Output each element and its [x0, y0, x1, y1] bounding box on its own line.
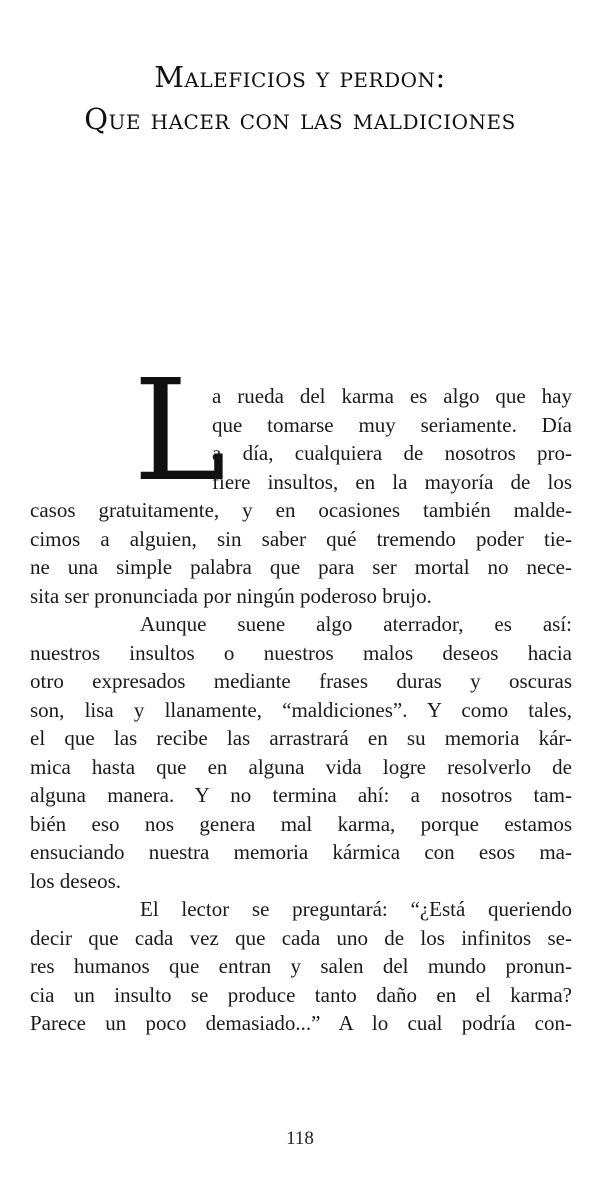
chapter-title-line-2: Que hacer con las maldiciones — [84, 102, 516, 136]
chapter-title-line-1: Maleficios y perdon: — [154, 60, 446, 94]
text-line: ensuciando nuestra memoria kármica con esos ma- — [30, 840, 572, 864]
text-line: nuestros insultos o nuestros malos deseos hacia — [30, 640, 572, 665]
text-line: alguna manera. Y no termina ahí: a nosotros tam- — [30, 783, 572, 807]
text-line: ne una simple palabra que para ser mortal no nece- — [30, 555, 572, 579]
page-number: 118 — [286, 1128, 314, 1149]
text-line: a rueda del karma es algo que hay — [212, 384, 572, 408]
text-line: otro expresados mediante frases duras y oscuras — [30, 669, 572, 693]
text-line: mica hasta que en alguna vida logre resolverlo de — [30, 754, 572, 779]
text-line: El lector se preguntará: “¿Está queriendo — [140, 897, 572, 921]
text-line: son, lisa y llanamente, “maldiciones”. Y como tales, — [30, 697, 572, 722]
text-line: casos gratuitamente, y en ocasiones también malde- — [30, 498, 572, 522]
text-line: Parece un poco demasiado...” A lo cual podría con- — [30, 1011, 572, 1035]
text-line: cia un insulto se produce tanto daño en el karma? — [30, 982, 572, 1007]
body-text — [30, 496, 572, 1038]
text-line: res humanos que entran y salen del mundo pronun- — [30, 954, 572, 978]
text-line: bién eso nos genera mal karma, porque estamos — [30, 811, 572, 836]
text-line: que tomarse muy seriamente. Día — [212, 412, 572, 437]
text-line: fiere insultos, en la mayoría de los — [212, 469, 572, 494]
chapter-title — [0, 56, 600, 140]
text-line: sita ser pronunciada por ningún poderoso brujo. — [30, 583, 432, 608]
text-line: Aunque suene algo aterrador, es así: — [140, 612, 572, 636]
text-line: cimos a alguien, sin saber qué tremendo poder tie- — [30, 526, 572, 551]
text-line: los deseos. — [30, 868, 121, 893]
paragraph-1-opening — [212, 382, 572, 496]
text-line: el que las recibe las arrastrará en su memoria kár- — [30, 726, 572, 750]
text-line: a día, cualquiera de nosotros pro- — [212, 441, 572, 465]
text-line: decir que cada vez que cada uno de los infinitos se- — [30, 925, 572, 950]
drop-cap: L — [133, 350, 226, 513]
